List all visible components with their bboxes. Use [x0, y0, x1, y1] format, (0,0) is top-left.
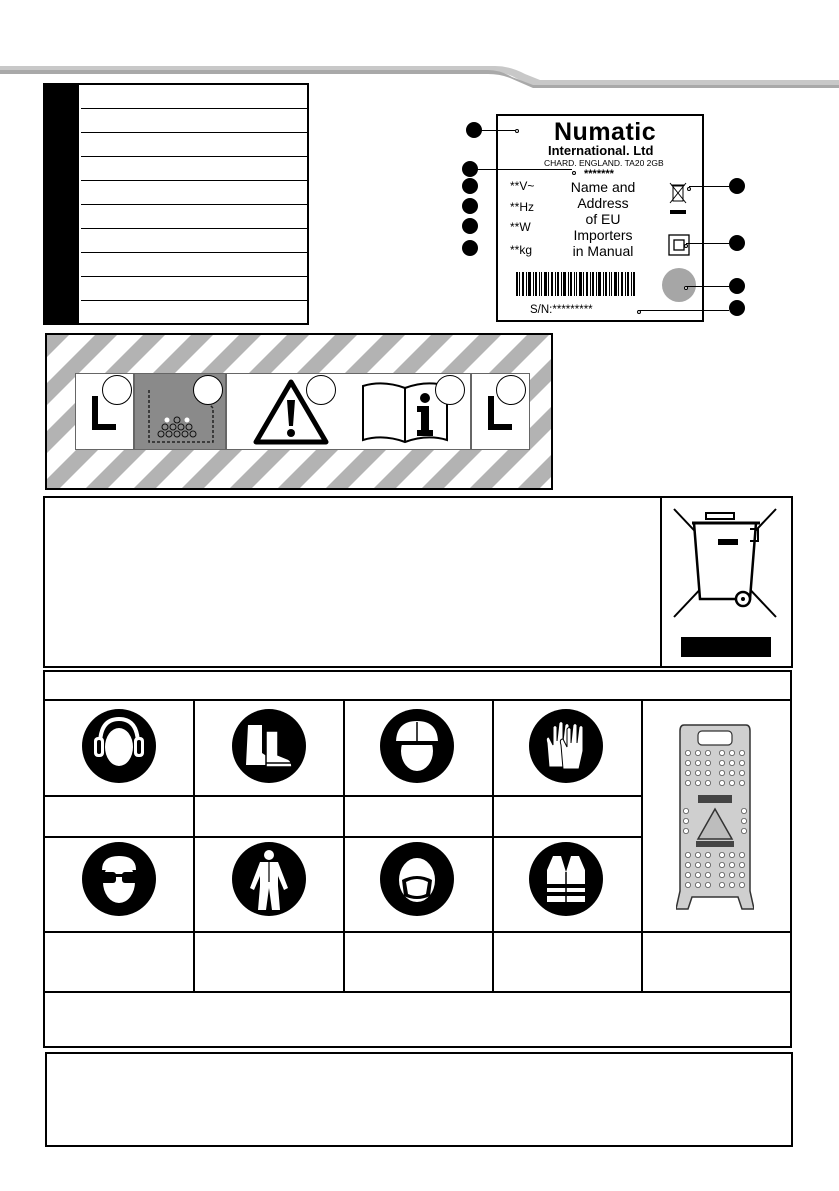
sign-hole — [739, 780, 744, 785]
callout-pin — [684, 244, 688, 248]
sign-hole — [705, 780, 710, 785]
serial-number: S/N:********* — [530, 304, 593, 316]
caution-wet-floor-sign-icon — [676, 721, 754, 911]
sign-hole — [729, 882, 734, 887]
callout-dot — [462, 240, 478, 256]
label-cell-center — [226, 373, 471, 450]
sign-hole — [729, 862, 734, 867]
callout-leader — [689, 186, 729, 187]
company-address: CHARD. ENGLAND. TA20 2GB — [544, 158, 664, 168]
callout-circle — [435, 375, 465, 405]
callout-circle — [496, 375, 526, 405]
callout-dot — [729, 178, 745, 194]
importer-line: in Manual — [572, 243, 634, 259]
callout-dot — [729, 278, 745, 294]
sign-hole — [683, 808, 688, 813]
sign-hole — [739, 760, 744, 765]
sign-hole — [683, 818, 688, 823]
callout-leader — [638, 310, 729, 311]
callout-dot — [729, 235, 745, 251]
sign-hole — [705, 760, 710, 765]
weight-value: **kg — [510, 243, 533, 257]
sign-hole — [719, 882, 724, 887]
sign-hole — [719, 770, 724, 775]
sign-hole — [739, 852, 744, 857]
ear-protection-icon — [82, 709, 156, 783]
eu-importer-note — [564, 179, 642, 259]
sign-hole — [685, 770, 690, 775]
brand-name: Numatic — [554, 118, 657, 146]
sign-hole — [729, 780, 734, 785]
callout-leader — [686, 286, 729, 287]
callout-circle — [193, 375, 223, 405]
table-rule — [45, 699, 790, 701]
table-row — [81, 205, 307, 229]
sign-hole — [705, 882, 710, 887]
panel-divider — [660, 496, 662, 668]
sign-hole — [741, 808, 746, 813]
eye-protection-icon — [82, 842, 156, 916]
safety-boots-icon — [232, 709, 306, 783]
sign-hole — [705, 872, 710, 877]
sign-hole — [685, 750, 690, 755]
frequency-value: **Hz — [510, 200, 535, 214]
sign-hole — [695, 882, 700, 887]
sign-hole — [729, 852, 734, 857]
table-row — [81, 133, 307, 157]
sign-hole — [695, 770, 700, 775]
importer-line: Importers — [573, 227, 633, 243]
sign-hole — [739, 872, 744, 877]
notes-panel — [45, 1052, 793, 1147]
sign-hole — [719, 872, 724, 877]
sign-hole — [719, 852, 724, 857]
callout-circle — [306, 375, 336, 405]
sign-hole — [685, 852, 690, 857]
callout-pin — [515, 129, 519, 133]
importer-line: of EU — [585, 211, 621, 227]
sign-hole — [685, 780, 690, 785]
overalls-icon — [232, 842, 306, 916]
sign-hole — [729, 760, 734, 765]
sign-hole — [685, 882, 690, 887]
rating-plate — [496, 114, 704, 322]
inspection-disc — [662, 268, 696, 302]
sign-hole — [685, 760, 690, 765]
sign-hole — [719, 760, 724, 765]
table-rule — [343, 699, 345, 991]
sign-hole — [741, 818, 746, 823]
barcode-icon — [516, 272, 636, 296]
sign-hole — [741, 828, 746, 833]
machine-label-strip — [45, 333, 553, 490]
table-row — [81, 229, 307, 253]
sign-hole — [719, 750, 724, 755]
sign-hole — [719, 780, 724, 785]
sign-hole — [739, 770, 744, 775]
table-row — [81, 181, 307, 205]
weee-crossed-bin-icon — [670, 505, 780, 663]
sign-hole — [729, 750, 734, 755]
callout-pin — [687, 187, 691, 191]
sign-hole — [705, 862, 710, 867]
sign-hole — [739, 862, 744, 867]
weee-bin-small-icon — [668, 182, 688, 218]
sign-hole — [695, 852, 700, 857]
sign-hole — [695, 872, 700, 877]
sign-hole — [739, 882, 744, 887]
callout-circle — [102, 375, 132, 405]
table-rule — [45, 991, 790, 993]
sign-hole — [695, 750, 700, 755]
face-mask-icon — [380, 842, 454, 916]
table-row — [81, 157, 307, 181]
table-rule — [193, 699, 195, 991]
callout-leader — [480, 130, 515, 131]
hi-vis-vest-icon — [529, 842, 603, 916]
sign-hole — [695, 862, 700, 867]
callout-dot — [729, 300, 745, 316]
sign-hole — [729, 872, 734, 877]
sign-hole — [705, 770, 710, 775]
callout-leader — [686, 243, 729, 244]
safety-gloves-icon — [529, 709, 603, 783]
sign-hole — [729, 770, 734, 775]
sign-hole — [719, 862, 724, 867]
sign-hole — [739, 750, 744, 755]
table-row — [81, 253, 307, 277]
voltage-value: **V~ — [510, 179, 535, 193]
table-rule — [45, 931, 790, 933]
index-number-column — [43, 83, 79, 325]
callout-dot — [462, 178, 478, 194]
sign-hole — [695, 780, 700, 785]
sign-hole — [705, 852, 710, 857]
callout-dot — [462, 198, 478, 214]
head-protection-icon — [380, 709, 454, 783]
sign-hole — [685, 862, 690, 867]
table-row — [81, 277, 307, 301]
importer-line: Name and — [570, 179, 636, 195]
product-code: ******* — [584, 168, 614, 180]
parts-index-table — [43, 83, 309, 325]
table-row — [81, 85, 307, 109]
table-rule — [492, 699, 494, 991]
sign-hole — [685, 872, 690, 877]
callout-dot — [462, 218, 478, 234]
table-row — [81, 109, 307, 133]
callout-pin — [572, 171, 576, 175]
company-name: International. Ltd — [548, 143, 654, 158]
importer-line: Address — [577, 195, 629, 211]
sign-hole — [695, 760, 700, 765]
table-rule — [641, 699, 643, 991]
power-value: **W — [510, 220, 531, 234]
sign-hole — [705, 750, 710, 755]
sign-hole — [683, 828, 688, 833]
callout-leader — [476, 169, 572, 170]
